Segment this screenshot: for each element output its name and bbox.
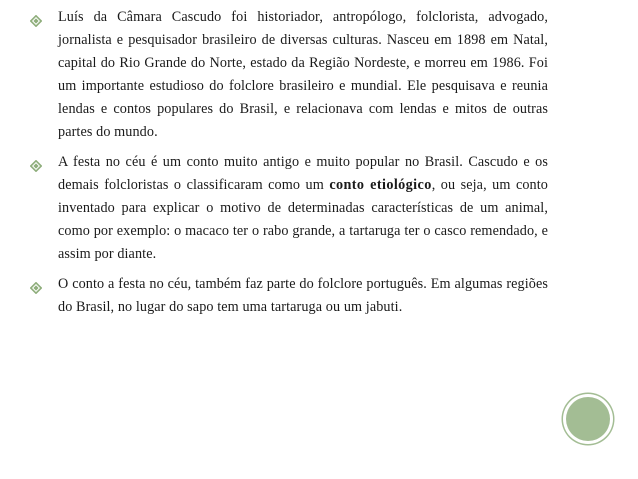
- bold-term: conto etiológico: [329, 177, 432, 193]
- bullet-item-2: [30, 151, 548, 266]
- hollow-diamond-icon: [30, 160, 42, 172]
- bullet-text: [58, 151, 548, 266]
- bullet-text: O conto a festa no céu, também faz parte do folclore português. Em algumas regiões do Brasil, no lugar do sapo tem uma tartaruga ou um jabuti.: [58, 276, 548, 315]
- bullet-text-after: , ou seja, um conto inventado para explicar o motivo de determinadas características de um animal, como por exemplo: o macaco ter o rabo grande, a tartaruga ter o casco remendado, e assim por diante.: [58, 177, 548, 262]
- bullet-list: [30, 6, 548, 319]
- bullet-text-before: A festa no céu é um conto muito antigo e muito popular no Brasil. Cascudo e os demais folcloristas o classificaram como um: [58, 154, 548, 193]
- hollow-diamond-icon: [30, 15, 42, 27]
- bullet-text: Luís da Câmara Cascudo foi historiador, antropólogo, folclorista, advogado, jornalista e pesquisador brasileiro de diversas culturas. Nasceu em 1898 em Natal, capital do Rio Grande do Norte, estado da Região Nordeste, e morreu em 1986. Foi um importante estudioso do folclore brasileiro e mundial. Ele pesquisava e reunia lendas e contos populares do Brasil, e relacionava com lendas e mitos de outras partes do mundo.: [58, 9, 548, 140]
- hollow-diamond-icon: [30, 282, 42, 294]
- bullet-item-1: [30, 6, 548, 144]
- green-circle-icon: [566, 397, 610, 441]
- bullet-item-3: [30, 273, 548, 319]
